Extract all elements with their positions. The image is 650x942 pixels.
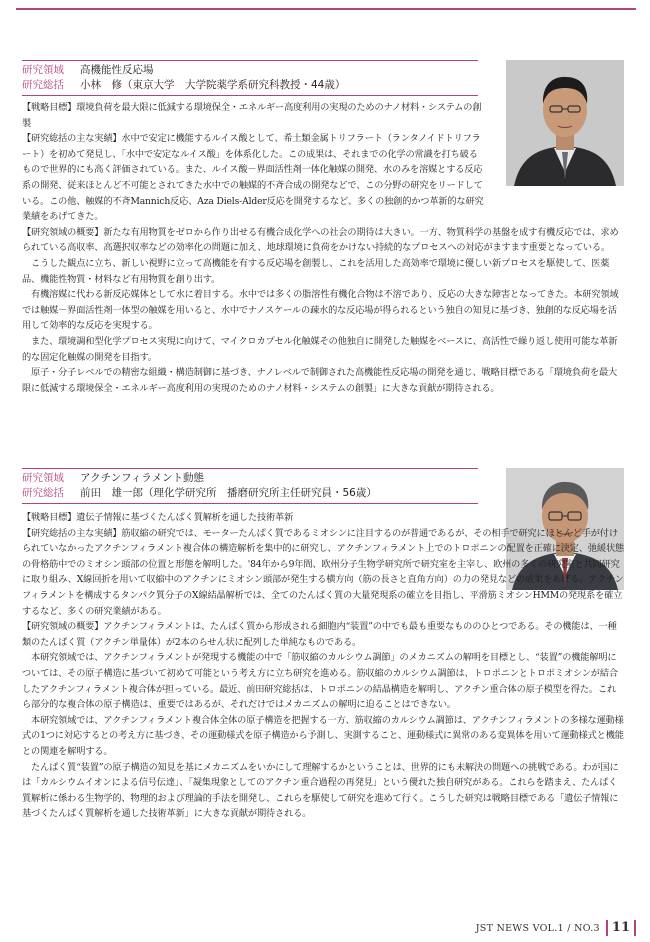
field-key: 研究領域 (22, 64, 64, 76)
paragraph: 原子・分子レベルでの精密な組織・構造制御に基づき、ナノレベルで制御された高機能性反応場の開発を通じ、戦略目標である「環境負荷を最大限に低減する環境保全・エネルギー高度利用の実現のためのナノ材料・システムの創製」に大きな貢献が期待される。 (22, 367, 618, 394)
supervisor-name: 前田 雄一郎（理化学研究所 播磨研究所主任研究員・56歳） (80, 487, 377, 499)
page-footer (476, 920, 636, 936)
supervisor-key: 研究総括 (22, 487, 64, 499)
paragraph: 【研究総括の主な実績】水中で安定に機能するルイス酸として、希土類金属トリフラート（ランタノイドトリフラート）を初めて発見し、「水中で安定なルイス酸」を体系化した。この成果は、それまでの化学の常識を打ち破るもので世界的にも高く評価されている。また、ルイス酸－界面活性剤一体化触媒の開発、水のみを溶媒とする反応系の開発、従来ほとんど不可能とされてきた水中での触媒的不斉合成の開発などで、この分野の研究をリードしている。この他、触媒的不斉Mannich反応、Aza Diels-Alder反応を開発するなど、多くの独創的かつ革新的な研究業績をあげてきた。 (22, 133, 484, 223)
top-rule (16, 8, 636, 10)
field-key: 研究領域 (22, 472, 64, 484)
field-title: アクチンフィラメント動態 (80, 472, 205, 484)
section-body (22, 510, 624, 822)
section-maeda (22, 468, 625, 820)
section-header (22, 60, 478, 96)
section-kobayashi (22, 60, 624, 394)
supervisor-key: 研究総括 (22, 79, 64, 91)
section-body (22, 100, 624, 396)
paragraph: 【研究領域の概要】アクチンフィラメントは、たんぱく質から形成される細胞内“装置”の中でも最も重要なもののひとつである。その機能は、一種類のたんぱく質（アクチン単量体）が2本のらせん状に配列した単純なものである。 (22, 621, 617, 648)
paragraph: 【研究総括の主な実績】筋収縮の研究では、モーターたんぱく質であるミオシンに注目するのが普通であるが、その相手で研究にほとんど手が付けられていなかったアクチンフィラメント複合体の構造解析を集中的に研究し、アクチンフィラメント上でのトロポニンの配置を正確に決定、弛緩状態の骨格筋中でのミオシン頭部の位置と形態を解明した。'84年から9年間、欧州分子生物学研究所で研究室を主宰し、欧州の多くの研究室と共同研究に取り組み、X線回折を用いて収縮中のアクチンにミオシン頭部が発生する横方向（筋の長さと直角方向）の力の発見などの成果をあげる。アクチンフィラメントを構成するタンパク質分子のX線結晶解析では、全てのたんぱく質の大量発現系の確立を目指し、平滑筋ミオシンHMMの発現系を確立するなど、多くの研究業績がある。 (22, 527, 625, 617)
journal-name: JST NEWS VOL.1 / NO.3 (475, 922, 600, 934)
field-title: 高機能性反応場 (80, 64, 154, 76)
paragraph: 本研究領域では、アクチンフィラメント複合体全体の原子構造を把握する一方、筋収縮のカルシウム調節は、アクチンフィラメントの多様な運動様式の1つに対応するとの考え方に基づき、その運動様式を原子構造から予測し、実測すること、運動様式に異常のある変異体を用いて運動様式と機能との関連を解明する。 (22, 714, 624, 757)
paragraph: 【戦略目標】環境負荷を最大限に低減する環境保全・エネルギー高度利用の実現のためのナノ材料・システムの創製 (22, 102, 482, 129)
paragraph: たんぱく質“装置”の原子構造の知見を基にメカニズムをいかにして理解するかということは、世界的にも未解決の問題への挑戦である。わが国には「カルシウムイオンによる信号伝達」、「凝集現象としてのアクチン重合過程の再発見」という優れた独自研究がある。これらを踏まえ、たんぱく質解析に係わる生物学的、物理的および理論的手法を開発し、これらを駆使して研究を進めて行く。こうした研究は戦略目標である「遺伝子情報に基づくたんぱく質解析を通した技術革新」に大きな貢献が期待される。 (22, 761, 619, 820)
paragraph: 有機溶媒に代わる新反応媒体として水に着目する。水中では多くの脂溶性有機化合物は不溶であり、反応の大きな障害となってきた。本研究領域では触媒－界面活性剤一体型の触媒を用いると、水中でナノスケールの疎水的な反応場が得られるという独自の知見に基づき、独創的な反応場を活用して効率的な反応を実現する。 (22, 289, 619, 332)
paragraph: 【研究領域の概要】新たな有用物質をゼロから作り出せる有機合成化学への社会の期待は大きい。一方、物質科学の基盤を成す有機反応では、求められている高収率、高選択収率などの効率化の問題に加え、地球環境に負荷をかけない持続的なプロセスへの対応がますます重要となっている。 (22, 226, 619, 254)
paragraph: また、環境調和型化学プロセス実現に向けて、マイクロカプセル化触媒その他独自に開発した触媒をベースに、高活性で繰り返し使用可能な革新的な固定化触媒の開発を目指す。 (22, 335, 618, 363)
paragraph: 【戦略目標】遺伝子情報に基づくたんぱく質解析を通した技術革新 (22, 512, 294, 523)
paragraph: こうした観点に立ち、新しい視野に立って高機能を有する反応場を創製し、これを活用した高効率で環境に優しい新プロセスを駆使して、医薬品、機能性物質・材料など有用物質を創り出す。 (22, 257, 610, 285)
paragraph: 本研究領域では、アクチンフィラメントが発現する機能の中で「筋収縮のカルシウム調節」のメカニズムの解明を目標とし、“装置”の機能解明については、その原子構造に基づいて初めて可能という考え方に立ち研究を進める。筋収縮のカルシウム調節は、トロポニンとトロポミオシンが結合したアクチンフィラメント複合体が担っている。最近、前田研究総括は、トロポニンの結晶構造を解明し、アクチン重合体の原子模型を得た。これら部分的な複合体の原子構造は、重要ではあるが、それだけではメカニズムの解明に迫ることはできない。 (22, 652, 618, 711)
page-number: 11 (606, 920, 636, 936)
supervisor-name: 小林 修（東京大学 大学院薬学系研究科教授・44歳） (80, 79, 346, 91)
section-header (22, 468, 478, 504)
